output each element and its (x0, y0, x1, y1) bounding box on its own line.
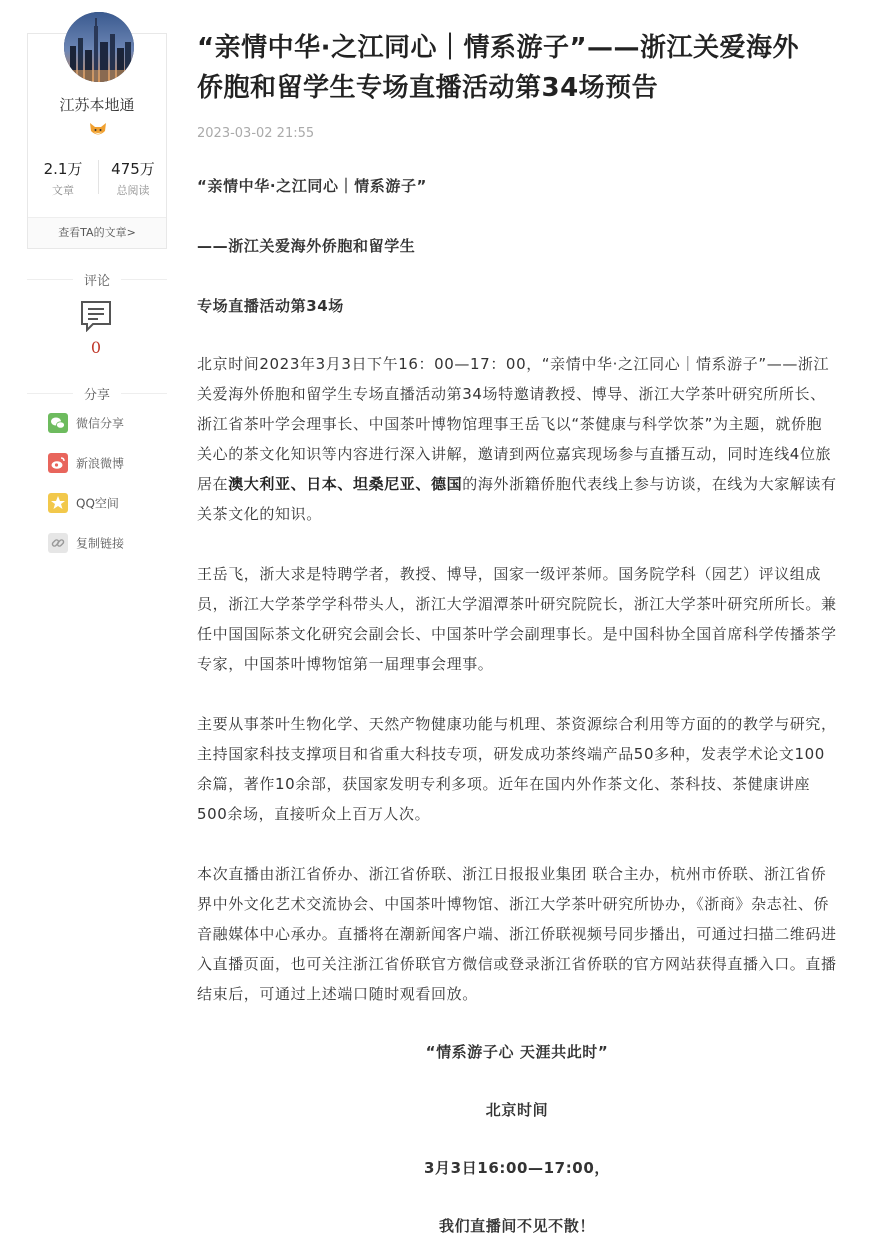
stat-value: 475万 (111, 160, 155, 178)
divider (27, 279, 73, 280)
publish-date: 2023-03-02 21:55 (197, 126, 315, 141)
paragraph-intro (197, 349, 837, 529)
closing-time-label: 北京时间 (485, 1101, 549, 1119)
share-label: 微信分享 (76, 416, 125, 431)
view-articles-link[interactable]: 查看TA的文章> (28, 217, 166, 248)
subheading: “亲情中华·之江同心｜情系游子” (197, 177, 428, 195)
stat-label: 文章 (52, 184, 74, 197)
divider (121, 279, 167, 280)
paragraph-organizers: 本次直播由浙江省侨办、浙江省侨联、浙江日报报业集团 联合主办，杭州市侨联、浙江省侨界中外文化艺术交流协会、中国茶叶博物馆、浙江大学茶叶研究所协办，《浙商》杂志社、侨音融媒体中心承办。直播将在潮新闻客户端、浙江侨联视频号同步播出，可通过扫描二维码进入直播页面，也可关注浙江省侨联官方微信或登录浙江省侨联的官方网站获得直播入口。直播结束后，可通过上述端口随时观看回放。 (197, 865, 837, 1003)
share-qzone-button[interactable] (48, 492, 119, 514)
comments-title: 评论 (83, 274, 110, 289)
author-name[interactable]: 江苏本地通 (59, 96, 135, 114)
share-label: 新浪微博 (76, 456, 125, 471)
share-weibo-button[interactable] (48, 452, 124, 474)
copy-link-button[interactable] (48, 532, 124, 554)
share-wechat-button[interactable] (48, 412, 124, 434)
paragraph-research: 主要从事茶叶生物化学、天然产物健康功能与机理、茶资源综合利用等方面的的教学与研究，主持国家科技支撑项目和省重大科技专项，研发成功茶终端产品50多种，发表学术论文100余篇，著作10余部，获国家发明专利多项。近年在国内外作茶文化、茶科技、茶健康讲座500余场，直接听众上百万人次。 (197, 715, 837, 823)
text-run: 北京时间2023年3月3日下午16：00—17：00，“亲情中华·之江同心｜情系游子”——浙江关爱海外侨胞和留学生专场直播活动第34场特邀请教授、博导、浙江大学茶叶研究所所长、浙江省茶叶学会理事长、中国茶叶博物馆理事王岳飞以“茶健康与科学饮茶”为主题，就侨胞关心的茶文化知识等内容进行深入讲解，邀请到两位嘉宾现场参与直播互动，同时连线4位旅居在 (197, 355, 832, 493)
closing-slogan: “情系游子心 天涯共此时” (425, 1043, 609, 1061)
stat-articles (28, 158, 98, 198)
stat-label: 总阅读 (116, 184, 150, 197)
qzone-icon (48, 493, 68, 513)
link-icon (48, 533, 68, 553)
wechat-icon (48, 413, 68, 433)
avatar[interactable] (64, 12, 134, 82)
divider (27, 393, 73, 394)
author-card (27, 33, 167, 249)
stat-divider (98, 160, 99, 194)
article (197, 28, 837, 1241)
divider (121, 393, 167, 394)
paragraph-bio: 王岳飞，浙大求是特聘学者，教授、博导，国家一级评茶师。国务院学科（园艺）评议组成员，浙江大学茶学学科带头人，浙江大学湄潭茶叶研究院院长，浙江大学茶叶研究所所长。兼任中国国际茶文化研究会副会长、中国茶叶学会副理事长。是中国科协全国首席科学传播茶学专家，中国茶叶博物馆第一届理事会理事。 (197, 565, 837, 673)
fox-badge-icon (88, 122, 108, 138)
share-label: 复制链接 (76, 536, 125, 551)
author-stats (28, 158, 166, 198)
title-line: 侨胞和留学生专场直播活动第34场预告 (197, 73, 659, 103)
closing-time: 3月3日16:00—17:00， (424, 1159, 610, 1177)
comment-count: 0 (90, 338, 102, 357)
stat-value: 2.1万 (43, 160, 83, 178)
text-run: 的海外浙籍侨胞代表线上参与访谈，在线为大家解读有关茶文化的知识。 (197, 475, 837, 523)
closing-farewell: 我们直播间不见不散！ (438, 1217, 595, 1235)
article-title (197, 28, 837, 108)
share-title: 分享 (83, 388, 110, 403)
share-label: QQ空间 (76, 496, 119, 511)
stat-reads (98, 158, 168, 198)
subheading: ——浙江关爱海外侨胞和留学生 (197, 237, 416, 255)
comment-icon[interactable] (80, 300, 112, 332)
subheading: 专场直播活动第34场 (197, 297, 344, 315)
countries-highlight: 澳大利亚、日本、坦桑尼亚、德国 (228, 475, 463, 493)
title-line: “亲情中华·之江同心｜情系游子”——浙江关爱海外 (197, 33, 800, 63)
weibo-icon (48, 453, 68, 473)
